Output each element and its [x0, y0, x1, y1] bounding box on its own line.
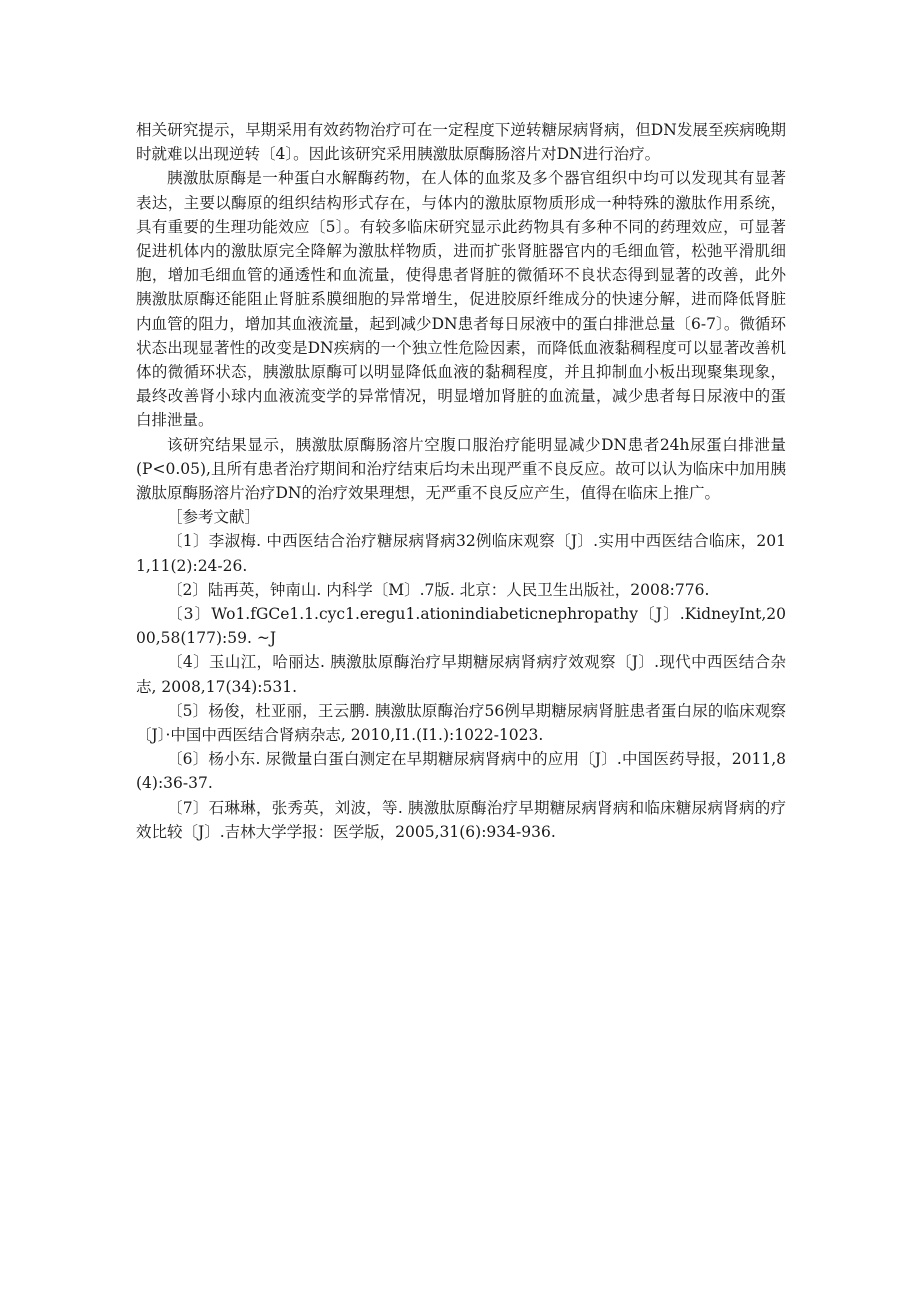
paragraph-2: 胰激肽原酶是一种蛋白水解酶药物，在人体的血浆及多个器官组织中均可以发现其有显著表达，主要以酶原的组织结构形式存在，与体内的激肽原物质形成一种特殊的激肽作用系统，具有重要的生理功能效应〔5〕。有较多临床研究显示此药物具有多种不同的药理效应，可显著促进机体内的激肽原完全降解为激肽样物质，进而扩张肾脏器官内的毛细血管，松弛平滑肌细胞，增加毛细血管的通透性和血流量，使得患者肾脏的微循环不良状态得到显著的改善，此外胰激肽原酶还能阻止肾脏系膜细胞的异常增生，促进胶原纤维成分的快速分解，进而降低肾脏内血管的阻力，增加其血液流量，起到减少DN患者每日尿液中的蛋白排泄总量〔6-7〕。微循环状态出现显著性的改变是DN疾病的一个独立性危险因素，而降低血液黏稠程度可以显著改善机体的微循环状态，胰激肽原酶可以明显降低血液的黏稠程度，并且抑制血小板出现聚集现象，最终改善肾小球内血液流变学的异常情况，明显增加肾脏的血流量，减少患者每日尿液中的蛋白排泄量。	[136, 169, 786, 430]
paragraph-1: 相关研究提示，早期采用有效药物治疗可在一定程度下逆转糖尿病肾病，但DN发展至疾病晚期时就难以出现逆转〔4〕。因此该研究采用胰激肽原酶肠溶片对DN进行治疗。	[136, 121, 786, 164]
references-heading: ［参考文献］	[167, 508, 261, 527]
reference-item-7: 〔7〕石琳琳，张秀英，刘波，等. 胰激肽原酶治疗早期糖尿病肾病和临床糖尿病肾病的疗效比较〔J〕.吉林大学学报：医学版，2005,31(6):934-936.	[136, 798, 786, 841]
reference-item-4: 〔4〕玉山江，哈丽达. 胰激肽原酶治疗早期糖尿病肾病疗效观察〔J〕.现代中西医结合杂志, 2008,17(34):531.	[136, 653, 786, 696]
reference-item-3: 〔3〕Wo1.fGCe1.1.cyc1.eregu1.ationindiabeticnephropathy〔J〕.KidneyInt,2000,58(177):59. ~J	[136, 605, 786, 648]
reference-item-1: 〔1〕李淑梅. 中西医结合治疗糖尿病肾病32例临床观察〔J〕.实用中西医结合临床，2011,11(2):24-26.	[136, 532, 786, 575]
document-body	[136, 118, 786, 844]
paragraph-3: 该研究结果显示，胰激肽原酶肠溶片空腹口服治疗能明显减少DN患者24h尿蛋白排泄量(P<0.05),且所有患者治疗期间和治疗结束后均未出现严重不良反应。故可以认为临床中加用胰激肽原酶肠溶片治疗DN的治疗效果理想，无严重不良反应产生，值得在临床上推广。	[136, 435, 786, 503]
reference-item-2: 〔2〕陆再英，钟南山. 内科学〔M〕.7版. 北京：人民卫生出版社，2008:776.	[167, 580, 710, 599]
reference-item-5: 〔5〕杨俊，杜亚丽，王云鹏. 胰激肽原酶治疗56例早期糖尿病肾脏患者蛋白尿的临床观察〔J〕·中国中西医结合肾病杂志, 2010,I1.(I1.):1022-1023.	[136, 701, 786, 745]
reference-list	[136, 529, 786, 844]
reference-item-6: 〔6〕杨小东. 尿微量白蛋白测定在早期糖尿病肾病中的应用〔J〕.中国医药导报，2011,8(4):36-37.	[136, 750, 786, 793]
